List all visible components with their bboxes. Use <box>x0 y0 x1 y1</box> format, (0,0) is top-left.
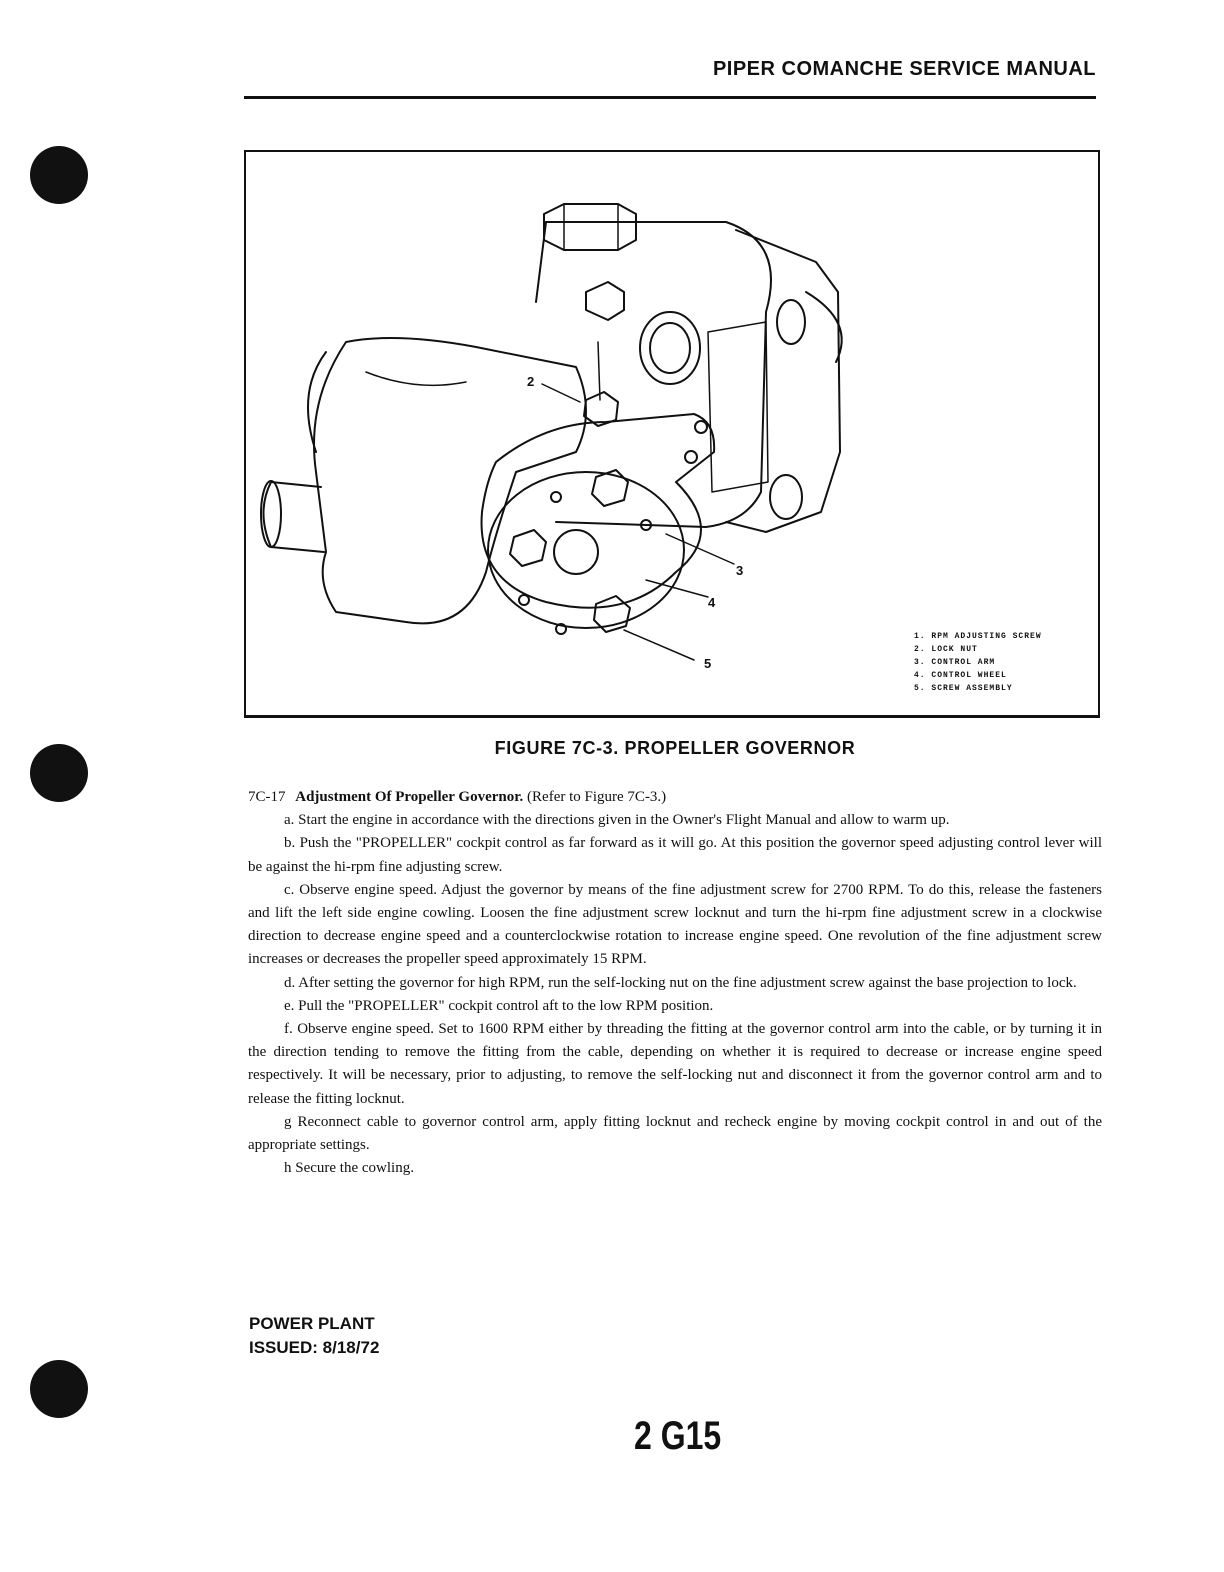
section-number: 7C-17 <box>248 789 286 805</box>
figure-legend <box>914 630 1042 695</box>
legend-item-5: 5. SCREW ASSEMBLY <box>914 684 1013 693</box>
legend-item-2: 2. LOCK NUT <box>914 645 978 654</box>
binder-hole-top <box>30 146 88 204</box>
step-g: g Reconnect cable to governor control arm, apply fitting locknut and recheck engine by moving cockpit control in and out of the appropriate settings. <box>248 1113 1102 1154</box>
procedure-text <box>248 786 1102 1180</box>
step-d: d. After setting the governor for high RPM, run the self-locking nut on the fine adjustment screw against the base projection to lock. <box>284 974 1077 991</box>
step-b: b. Push the "PROPELLER" cockpit control as far forward as it will go. At this position the governor speed adjusting control lever will be against the hi-rpm fine adjusting screw. <box>248 835 1102 875</box>
step-e: e. Pull the "PROPELLER" cockpit control aft to the low RPM position. <box>284 997 714 1014</box>
figure-caption: FIGURE 7C-3. PROPELLER GOVERNOR <box>494 738 856 758</box>
figure-frame <box>244 150 1100 718</box>
footer-block <box>249 1312 379 1360</box>
legend-item-3: 3. CONTROL ARM <box>914 658 996 667</box>
callout-2: 2 <box>527 374 535 389</box>
step-c: c. Observe engine speed. Adjust the governor by means of the fine adjustment screw for 2700 RPM. To do this, release the fasteners and lift the left side engine cowling. Loosen the fine adjustment screw locknut and turn the hi-rpm fine adjustment screw in a clockwise direction to decrease engine speed and a counterclockwise rotation to increase engine speed. One revolution of the fine adjustment screw increases or decreases the propeller speed approximately 15 RPM. <box>248 881 1102 968</box>
section-heading <box>248 786 1102 809</box>
footer-issued: ISSUED: 8/18/72 <box>249 1338 380 1357</box>
legend-item-4: 4. CONTROL WHEEL <box>914 671 1007 680</box>
footer-section: POWER PLANT <box>249 1314 375 1333</box>
step-h: h Secure the cowling. <box>284 1160 414 1177</box>
manual-title: PIPER COMANCHE SERVICE MANUAL <box>712 58 1096 80</box>
step-a: a. Start the engine in accordance with the directions given in the Owner's Flight Manual and allow to warm up. <box>284 812 950 829</box>
binder-hole-middle <box>30 744 88 802</box>
section-reference: (Refer to Figure 7C-3.) <box>527 789 667 805</box>
callout-4: 4 <box>708 595 716 610</box>
section-title: Adjustment Of Propeller Governor. <box>295 789 524 805</box>
legend-item-1: 1. RPM ADJUSTING SCREW <box>914 632 1042 641</box>
callout-3: 3 <box>736 563 744 578</box>
binder-hole-bottom <box>30 1360 88 1418</box>
page-number: 2 G15 <box>634 1414 722 1458</box>
callout-5: 5 <box>704 656 712 671</box>
step-f: f. Observe engine speed. Set to 1600 RPM either by threading the fitting at the governor control arm into the cable, or by turning it in the direction tending to remove the fitting from the cable, depending on whether it is required to decrease or increase engine speed respectively. It will be necessary, prior to adjusting, to remove the self-locking nut and disconnect it from the governor control arm and to release the fitting locknut. <box>248 1021 1102 1107</box>
header-rule <box>244 96 1096 99</box>
